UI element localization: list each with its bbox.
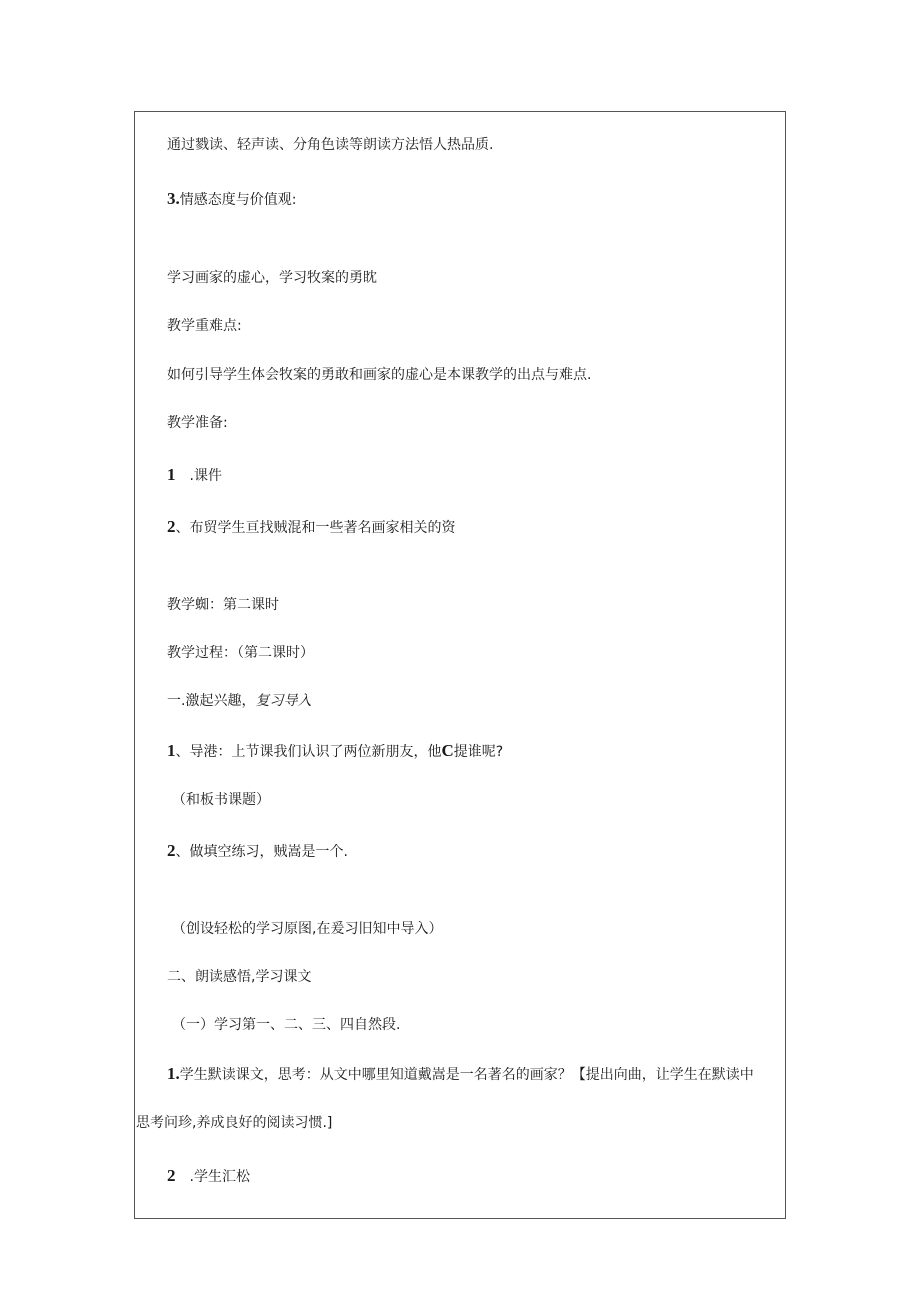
line-text: 通过戮读、轻声读、分角色读等朗读方法悟人热品质. bbox=[167, 137, 494, 153]
text-line bbox=[136, 1114, 332, 1132]
line-text: （和板书课题） bbox=[172, 792, 270, 808]
text-line bbox=[167, 596, 279, 614]
line-number: 2 bbox=[167, 1166, 176, 1185]
line-text: 教学蜘：第二课时 bbox=[167, 597, 279, 613]
text-line bbox=[167, 518, 456, 537]
line-text: .学生汇松 bbox=[189, 1169, 250, 1185]
text-line bbox=[167, 269, 377, 287]
line-letter: C bbox=[441, 741, 454, 760]
line-number: 2 bbox=[167, 841, 176, 860]
text-line bbox=[172, 791, 270, 809]
line-text: （创设轻松的学习原图,在爰习旧知中导入） bbox=[172, 921, 443, 937]
line-number: 3. bbox=[167, 189, 180, 208]
text-line bbox=[172, 1016, 400, 1034]
line-number: 1. bbox=[167, 1064, 180, 1083]
line-text: 学生默读课文，思考：从文中哪里知道戴嵩是一名著名的画家？【提出向曲，让学生在默读中 bbox=[179, 1067, 754, 1083]
line-text: 教学准备: bbox=[167, 415, 228, 431]
text-line bbox=[167, 466, 222, 485]
line-text: 一.激起兴趣， bbox=[167, 693, 256, 709]
text-line bbox=[167, 644, 314, 662]
line-text: 、做填空练习，贼嵩是一个. bbox=[175, 844, 348, 860]
text-line bbox=[167, 1065, 754, 1084]
text-line bbox=[167, 414, 228, 432]
text-line bbox=[167, 842, 348, 861]
text-line bbox=[167, 1167, 250, 1186]
line-text: 情感态度与价值观: bbox=[179, 192, 297, 208]
line-text: .课件 bbox=[189, 468, 222, 484]
line-number: 1 bbox=[167, 465, 176, 484]
text-line bbox=[167, 692, 311, 710]
text-line bbox=[172, 920, 442, 938]
text-line bbox=[167, 968, 311, 986]
line-text-italic: 复习导入 bbox=[255, 693, 312, 709]
line-number: 1 bbox=[167, 741, 176, 760]
line-text: 二、朗读感悟,学习课文 bbox=[167, 969, 312, 985]
text-line bbox=[167, 136, 493, 154]
text-line bbox=[167, 366, 591, 384]
line-text: 如何引导学生体会牧案的勇敢和画家的虚心是本课教学的出点与难点. bbox=[167, 367, 592, 383]
line-text: 、导港：上节课我们认识了两位新朋友，他 bbox=[175, 744, 442, 760]
line-number: 2 bbox=[167, 517, 176, 536]
line-text: 学习画家的虚心，学习牧案的勇眈 bbox=[167, 270, 377, 286]
line-text: 教学过程：（第二课时） bbox=[167, 645, 314, 661]
line-text: 思考问珍,养成良好的阅读习惯.] bbox=[136, 1115, 333, 1131]
text-line bbox=[167, 742, 503, 761]
line-text: 提谁呢? bbox=[453, 744, 504, 760]
line-text: 教学重难点: bbox=[167, 318, 242, 334]
line-text: （一）学习第一、二、三、四自然段. bbox=[172, 1017, 401, 1033]
text-line bbox=[167, 190, 296, 209]
line-text: 、布贸学生亘找贼混和一些著名画家相关的资 bbox=[175, 520, 456, 536]
text-line bbox=[167, 317, 242, 335]
